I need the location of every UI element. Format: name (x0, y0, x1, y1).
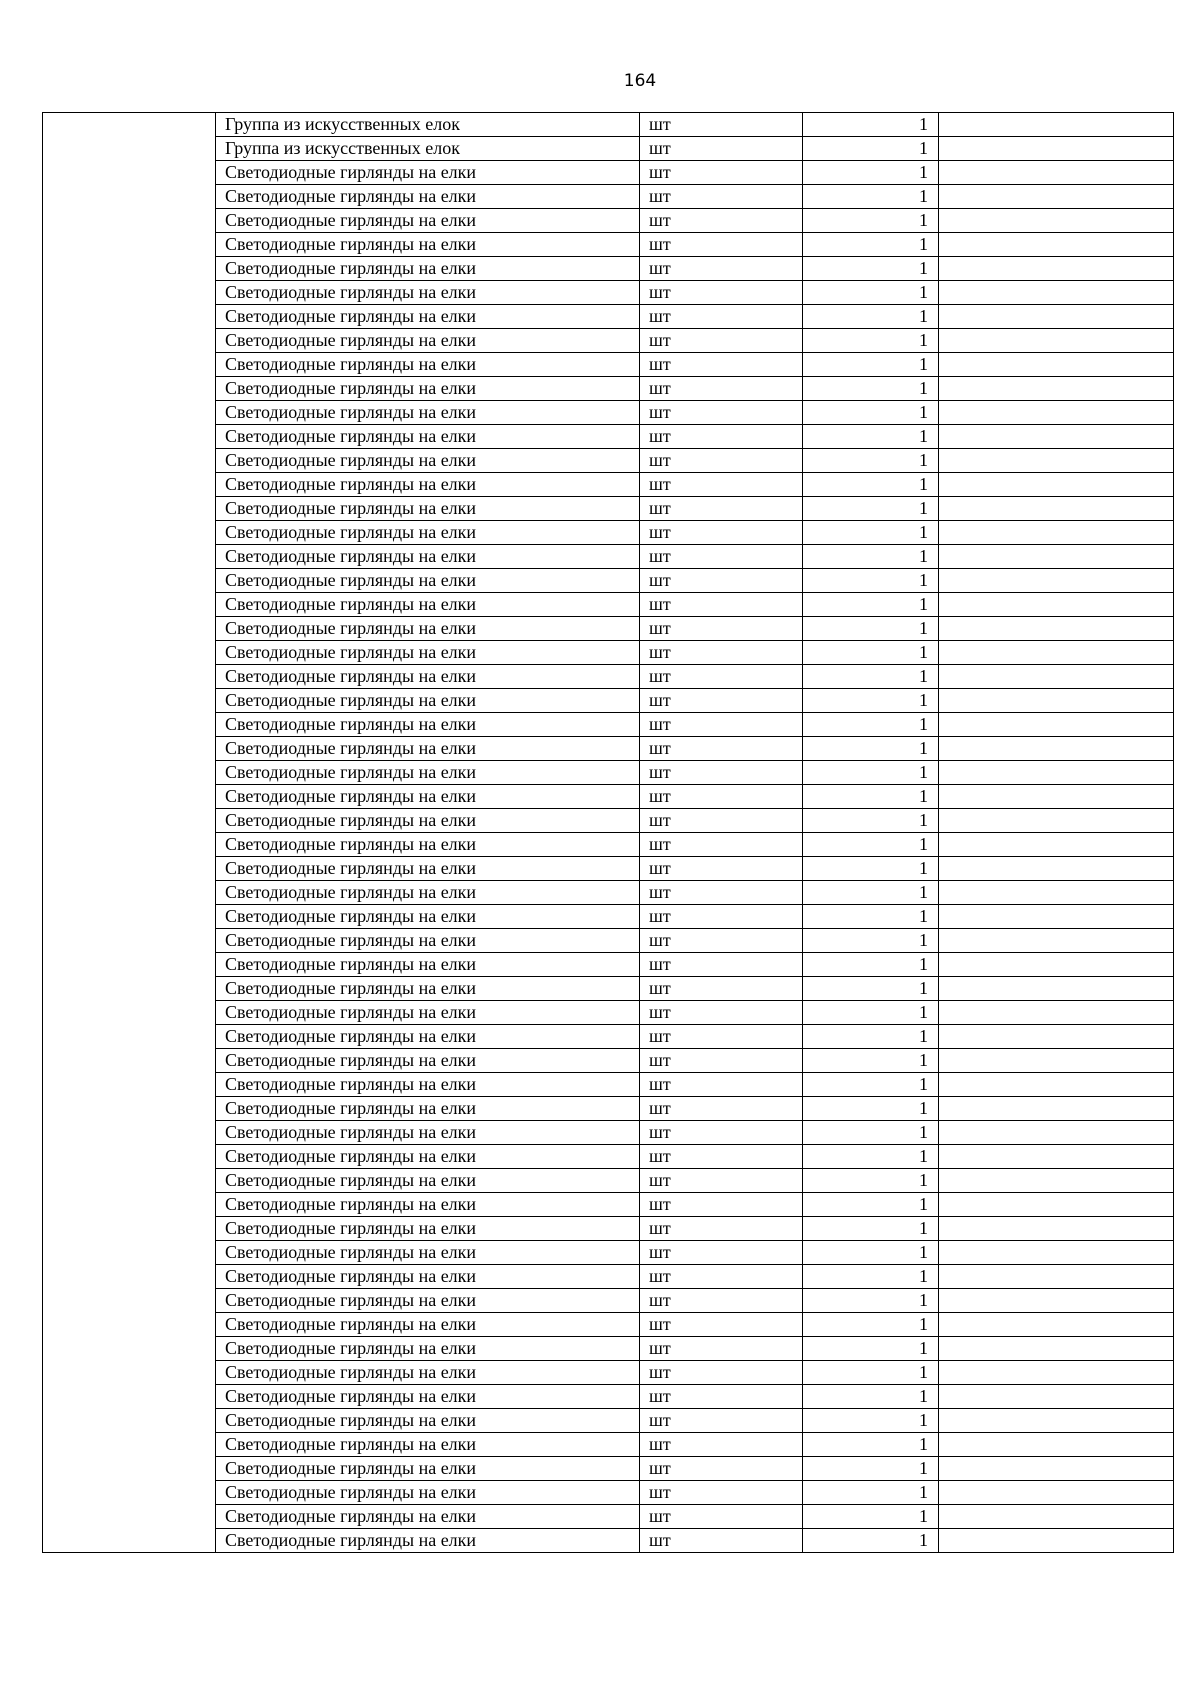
quantity-cell: 1 (803, 1097, 939, 1121)
quantity-cell: 1 (803, 1529, 939, 1553)
item-name-cell: Светодиодные гирлянды на елки (216, 473, 640, 497)
quantity-cell: 1 (803, 545, 939, 569)
quantity-cell: 1 (803, 185, 939, 209)
quantity-cell: 1 (803, 761, 939, 785)
note-cell (939, 1481, 1174, 1505)
note-cell (939, 953, 1174, 977)
items-table (42, 112, 1174, 1553)
note-cell (939, 617, 1174, 641)
note-cell (939, 161, 1174, 185)
item-name-cell: Светодиодные гирлянды на елки (216, 1073, 640, 1097)
quantity-cell: 1 (803, 1457, 939, 1481)
item-name-cell: Светодиодные гирлянды на елки (216, 1361, 640, 1385)
item-name-cell: Группа из искусственных елок (216, 137, 640, 161)
note-cell (939, 1025, 1174, 1049)
quantity-cell: 1 (803, 377, 939, 401)
unit-cell: шт (640, 1217, 803, 1241)
unit-cell: шт (640, 425, 803, 449)
quantity-cell: 1 (803, 161, 939, 185)
unit-cell: шт (640, 449, 803, 473)
quantity-cell: 1 (803, 1505, 939, 1529)
quantity-cell: 1 (803, 521, 939, 545)
item-name-cell: Светодиодные гирлянды на елки (216, 953, 640, 977)
note-cell (939, 1361, 1174, 1385)
quantity-cell: 1 (803, 617, 939, 641)
quantity-cell: 1 (803, 137, 939, 161)
item-name-cell: Светодиодные гирлянды на елки (216, 1121, 640, 1145)
note-cell (939, 1193, 1174, 1217)
item-name-cell: Светодиодные гирлянды на елки (216, 185, 640, 209)
note-cell (939, 761, 1174, 785)
item-name-cell: Светодиодные гирлянды на елки (216, 569, 640, 593)
unit-cell: шт (640, 113, 803, 137)
table-row (43, 113, 1174, 137)
note-cell (939, 377, 1174, 401)
group-cell (43, 113, 216, 1553)
quantity-cell: 1 (803, 1361, 939, 1385)
unit-cell: шт (640, 761, 803, 785)
unit-cell: шт (640, 1265, 803, 1289)
item-name-cell: Светодиодные гирлянды на елки (216, 1409, 640, 1433)
item-name-cell: Светодиодные гирлянды на елки (216, 617, 640, 641)
unit-cell: шт (640, 1241, 803, 1265)
item-name-cell: Светодиодные гирлянды на елки (216, 1385, 640, 1409)
unit-cell: шт (640, 353, 803, 377)
quantity-cell: 1 (803, 977, 939, 1001)
item-name-cell: Светодиодные гирлянды на елки (216, 545, 640, 569)
item-name-cell: Светодиодные гирлянды на елки (216, 1193, 640, 1217)
note-cell (939, 449, 1174, 473)
unit-cell: шт (640, 209, 803, 233)
quantity-cell: 1 (803, 953, 939, 977)
quantity-cell: 1 (803, 425, 939, 449)
note-cell (939, 473, 1174, 497)
quantity-cell: 1 (803, 1169, 939, 1193)
note-cell (939, 881, 1174, 905)
unit-cell: шт (640, 1457, 803, 1481)
item-name-cell: Светодиодные гирлянды на елки (216, 737, 640, 761)
quantity-cell: 1 (803, 881, 939, 905)
quantity-cell: 1 (803, 257, 939, 281)
note-cell (939, 1457, 1174, 1481)
note-cell (939, 281, 1174, 305)
unit-cell: шт (640, 641, 803, 665)
note-cell (939, 929, 1174, 953)
quantity-cell: 1 (803, 353, 939, 377)
note-cell (939, 833, 1174, 857)
item-name-cell: Светодиодные гирлянды на елки (216, 761, 640, 785)
note-cell (939, 1289, 1174, 1313)
note-cell (939, 497, 1174, 521)
quantity-cell: 1 (803, 113, 939, 137)
note-cell (939, 1313, 1174, 1337)
note-cell (939, 1073, 1174, 1097)
note-cell (939, 257, 1174, 281)
unit-cell: шт (640, 905, 803, 929)
quantity-cell: 1 (803, 1121, 939, 1145)
note-cell (939, 1529, 1174, 1553)
note-cell (939, 1505, 1174, 1529)
quantity-cell: 1 (803, 905, 939, 929)
item-name-cell: Светодиодные гирлянды на елки (216, 209, 640, 233)
unit-cell: шт (640, 857, 803, 881)
item-name-cell: Светодиодные гирлянды на елки (216, 281, 640, 305)
item-name-cell: Светодиодные гирлянды на елки (216, 377, 640, 401)
unit-cell: шт (640, 665, 803, 689)
note-cell (939, 1217, 1174, 1241)
item-name-cell: Светодиодные гирлянды на елки (216, 1433, 640, 1457)
unit-cell: шт (640, 185, 803, 209)
item-name-cell: Светодиодные гирлянды на елки (216, 881, 640, 905)
note-cell (939, 857, 1174, 881)
quantity-cell: 1 (803, 449, 939, 473)
unit-cell: шт (640, 521, 803, 545)
unit-cell: шт (640, 713, 803, 737)
unit-cell: шт (640, 497, 803, 521)
item-name-cell: Светодиодные гирлянды на елки (216, 593, 640, 617)
unit-cell: шт (640, 569, 803, 593)
item-name-cell: Светодиодные гирлянды на елки (216, 1049, 640, 1073)
item-name-cell: Светодиодные гирлянды на елки (216, 1337, 640, 1361)
note-cell (939, 1097, 1174, 1121)
note-cell (939, 785, 1174, 809)
item-name-cell: Светодиодные гирлянды на елки (216, 809, 640, 833)
note-cell (939, 1049, 1174, 1073)
quantity-cell: 1 (803, 593, 939, 617)
quantity-cell: 1 (803, 1481, 939, 1505)
note-cell (939, 905, 1174, 929)
unit-cell: шт (640, 1481, 803, 1505)
quantity-cell: 1 (803, 1313, 939, 1337)
item-name-cell: Светодиодные гирлянды на елки (216, 425, 640, 449)
item-name-cell: Светодиодные гирлянды на елки (216, 1289, 640, 1313)
item-name-cell: Светодиодные гирлянды на елки (216, 401, 640, 425)
unit-cell: шт (640, 1433, 803, 1457)
note-cell (939, 1385, 1174, 1409)
quantity-cell: 1 (803, 809, 939, 833)
unit-cell: шт (640, 401, 803, 425)
note-cell (939, 689, 1174, 713)
items-table-body (43, 113, 1174, 1553)
unit-cell: шт (640, 1529, 803, 1553)
unit-cell: шт (640, 1193, 803, 1217)
note-cell (939, 569, 1174, 593)
quantity-cell: 1 (803, 857, 939, 881)
unit-cell: шт (640, 545, 803, 569)
item-name-cell: Группа из искусственных елок (216, 113, 640, 137)
quantity-cell: 1 (803, 497, 939, 521)
quantity-cell: 1 (803, 1265, 939, 1289)
note-cell (939, 329, 1174, 353)
note-cell (939, 1409, 1174, 1433)
quantity-cell: 1 (803, 569, 939, 593)
quantity-cell: 1 (803, 689, 939, 713)
unit-cell: шт (640, 1361, 803, 1385)
quantity-cell: 1 (803, 1409, 939, 1433)
note-cell (939, 1001, 1174, 1025)
unit-cell: шт (640, 161, 803, 185)
note-cell (939, 545, 1174, 569)
unit-cell: шт (640, 809, 803, 833)
unit-cell: шт (640, 689, 803, 713)
quantity-cell: 1 (803, 641, 939, 665)
item-name-cell: Светодиодные гирлянды на елки (216, 1097, 640, 1121)
item-name-cell: Светодиодные гирлянды на елки (216, 1217, 640, 1241)
item-name-cell: Светодиодные гирлянды на елки (216, 161, 640, 185)
item-name-cell: Светодиодные гирлянды на елки (216, 329, 640, 353)
unit-cell: шт (640, 329, 803, 353)
note-cell (939, 209, 1174, 233)
quantity-cell: 1 (803, 1025, 939, 1049)
item-name-cell: Светодиодные гирлянды на елки (216, 1169, 640, 1193)
item-name-cell: Светодиодные гирлянды на елки (216, 233, 640, 257)
unit-cell: шт (640, 617, 803, 641)
unit-cell: шт (640, 1073, 803, 1097)
item-name-cell: Светодиодные гирлянды на елки (216, 665, 640, 689)
note-cell (939, 113, 1174, 137)
item-name-cell: Светодиодные гирлянды на елки (216, 713, 640, 737)
unit-cell: шт (640, 1505, 803, 1529)
unit-cell: шт (640, 929, 803, 953)
quantity-cell: 1 (803, 785, 939, 809)
quantity-cell: 1 (803, 737, 939, 761)
page-number: 164 (623, 71, 657, 91)
quantity-cell: 1 (803, 1049, 939, 1073)
quantity-cell: 1 (803, 473, 939, 497)
quantity-cell: 1 (803, 401, 939, 425)
unit-cell: шт (640, 1049, 803, 1073)
note-cell (939, 1121, 1174, 1145)
quantity-cell: 1 (803, 1433, 939, 1457)
item-name-cell: Светодиодные гирлянды на елки (216, 785, 640, 809)
unit-cell: шт (640, 833, 803, 857)
unit-cell: шт (640, 1001, 803, 1025)
item-name-cell: Светодиодные гирлянды на елки (216, 689, 640, 713)
item-name-cell: Светодиодные гирлянды на елки (216, 497, 640, 521)
unit-cell: шт (640, 1289, 803, 1313)
note-cell (939, 737, 1174, 761)
note-cell (939, 137, 1174, 161)
item-name-cell: Светодиодные гирлянды на елки (216, 353, 640, 377)
quantity-cell: 1 (803, 1337, 939, 1361)
quantity-cell: 1 (803, 233, 939, 257)
unit-cell: шт (640, 233, 803, 257)
note-cell (939, 1337, 1174, 1361)
item-name-cell: Светодиодные гирлянды на елки (216, 1001, 640, 1025)
unit-cell: шт (640, 137, 803, 161)
unit-cell: шт (640, 785, 803, 809)
unit-cell: шт (640, 1097, 803, 1121)
quantity-cell: 1 (803, 833, 939, 857)
unit-cell: шт (640, 1025, 803, 1049)
unit-cell: шт (640, 1121, 803, 1145)
unit-cell: шт (640, 1409, 803, 1433)
note-cell (939, 1145, 1174, 1169)
item-name-cell: Светодиодные гирлянды на елки (216, 1025, 640, 1049)
item-name-cell: Светодиодные гирлянды на елки (216, 449, 640, 473)
item-name-cell: Светодиодные гирлянды на елки (216, 929, 640, 953)
unit-cell: шт (640, 953, 803, 977)
item-name-cell: Светодиодные гирлянды на елки (216, 1313, 640, 1337)
unit-cell: шт (640, 977, 803, 1001)
quantity-cell: 1 (803, 713, 939, 737)
item-name-cell: Светодиодные гирлянды на елки (216, 305, 640, 329)
quantity-cell: 1 (803, 1145, 939, 1169)
note-cell (939, 1433, 1174, 1457)
item-name-cell: Светодиодные гирлянды на елки (216, 857, 640, 881)
note-cell (939, 809, 1174, 833)
unit-cell: шт (640, 1169, 803, 1193)
note-cell (939, 713, 1174, 737)
item-name-cell: Светодиодные гирлянды на елки (216, 1481, 640, 1505)
quantity-cell: 1 (803, 1385, 939, 1409)
quantity-cell: 1 (803, 1001, 939, 1025)
item-name-cell: Светодиодные гирлянды на елки (216, 641, 640, 665)
note-cell (939, 1169, 1174, 1193)
note-cell (939, 521, 1174, 545)
item-name-cell: Светодиодные гирлянды на елки (216, 521, 640, 545)
quantity-cell: 1 (803, 665, 939, 689)
item-name-cell: Светодиодные гирлянды на елки (216, 1529, 640, 1553)
quantity-cell: 1 (803, 1289, 939, 1313)
unit-cell: шт (640, 1313, 803, 1337)
unit-cell: шт (640, 1385, 803, 1409)
note-cell (939, 641, 1174, 665)
item-name-cell: Светодиодные гирлянды на елки (216, 977, 640, 1001)
quantity-cell: 1 (803, 305, 939, 329)
note-cell (939, 425, 1174, 449)
note-cell (939, 353, 1174, 377)
item-name-cell: Светодиодные гирлянды на елки (216, 905, 640, 929)
quantity-cell: 1 (803, 209, 939, 233)
item-name-cell: Светодиодные гирлянды на елки (216, 1241, 640, 1265)
unit-cell: шт (640, 281, 803, 305)
quantity-cell: 1 (803, 1073, 939, 1097)
unit-cell: шт (640, 593, 803, 617)
unit-cell: шт (640, 377, 803, 401)
note-cell (939, 401, 1174, 425)
note-cell (939, 305, 1174, 329)
unit-cell: шт (640, 257, 803, 281)
note-cell (939, 233, 1174, 257)
unit-cell: шт (640, 881, 803, 905)
quantity-cell: 1 (803, 281, 939, 305)
quantity-cell: 1 (803, 329, 939, 353)
item-name-cell: Светодиодные гирлянды на елки (216, 1457, 640, 1481)
item-name-cell: Светодиодные гирлянды на елки (216, 257, 640, 281)
quantity-cell: 1 (803, 1193, 939, 1217)
unit-cell: шт (640, 1337, 803, 1361)
note-cell (939, 593, 1174, 617)
unit-cell: шт (640, 737, 803, 761)
quantity-cell: 1 (803, 1217, 939, 1241)
quantity-cell: 1 (803, 1241, 939, 1265)
note-cell (939, 977, 1174, 1001)
unit-cell: шт (640, 305, 803, 329)
unit-cell: шт (640, 473, 803, 497)
quantity-cell: 1 (803, 929, 939, 953)
note-cell (939, 185, 1174, 209)
unit-cell: шт (640, 1145, 803, 1169)
item-name-cell: Светодиодные гирлянды на елки (216, 1265, 640, 1289)
note-cell (939, 1241, 1174, 1265)
item-name-cell: Светодиодные гирлянды на елки (216, 1145, 640, 1169)
note-cell (939, 1265, 1174, 1289)
item-name-cell: Светодиодные гирлянды на елки (216, 833, 640, 857)
note-cell (939, 665, 1174, 689)
item-name-cell: Светодиодные гирлянды на елки (216, 1505, 640, 1529)
